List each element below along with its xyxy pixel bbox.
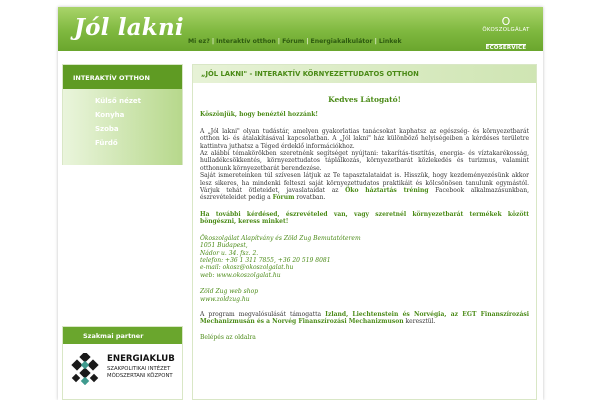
nav-link-energiakalkulator[interactable]: Energiakalkulátor — [310, 38, 373, 45]
menu-item-szoba[interactable]: Szoba — [95, 125, 119, 133]
partner-box — [62, 326, 183, 400]
nav-link-linkek[interactable]: Linkek — [378, 38, 402, 45]
questions-text: Ha további kérdésed, észrevételed van, vagy szeretnél környezetbarát termékek között böngészni, keress minket! — [200, 210, 529, 226]
contact-phone: telefon: +36 1 311 7855, +36 20 519 8081 — [200, 256, 331, 264]
okoszolgalat-logo-mark: O — [501, 15, 511, 28]
menu-item-kulso-nezet[interactable]: Külső nézet — [95, 97, 141, 105]
login-link[interactable]: Belépés az oldalra — [200, 333, 256, 341]
okoszolgalat-logo-line2: ECOSERVICE — [485, 45, 527, 51]
page-container — [58, 7, 543, 400]
nav-link-interaktiv-otthon[interactable]: Interaktív otthon — [216, 38, 276, 45]
intro-text-3b: Facebook alkalmazásunkban, észrevételeidet pedig a — [200, 187, 529, 202]
contact-street: Nádor u. 34. fsz. 2. — [200, 249, 259, 257]
forum-link[interactable]: Fórum — [272, 194, 295, 202]
support-text-a: A program megvalósulását támogatta — [200, 310, 326, 318]
webshop-link[interactable]: www.zoldzug.hu — [200, 295, 250, 303]
okoszolgalat-logo-line1: ÖKOSZOLGÁLAT — [482, 27, 530, 33]
thanks-text: Köszönjük, hogy benéztél hozzánk! — [200, 111, 319, 119]
webshop-info — [200, 288, 529, 303]
menu-item-konyha[interactable]: Konyha — [95, 111, 125, 119]
interactive-home-menu — [62, 64, 183, 165]
energiaklub-name: ENERGIAKLUB — [107, 354, 175, 364]
menu-item-furdo[interactable]: Fürdő — [95, 139, 118, 147]
site-logo[interactable]: Jól lakni — [74, 14, 184, 41]
greeting: Kedves Látogató! — [328, 95, 401, 104]
support-text-c: keresztül. — [403, 318, 436, 326]
support-text-b: Izland, Liechtenstein és Norvégia, az EGT Finanszírozási Mechanizmusán és a Norvég Finanszírozási Mechanizmuson — [200, 310, 529, 326]
webshop-name: Zöld Zug web shop — [200, 288, 259, 296]
oko-haztartas-trening-link[interactable]: Öko háztartás tréning — [345, 187, 429, 195]
intro-text-3a: Saját ismereteinken túl szívesen látjuk az Te tapasztalataidat is. Hisszük, hogy kezdeményezésünk akkor lesz sikeres, ha mindenki felteszi saját környezettudatos praktikáit és kölcsönösen tanulunk egymástól. Várjuk tehát ötleteidet, javaslataidat az — [200, 172, 529, 195]
nav-link-forum[interactable]: Fórum — [282, 38, 305, 45]
nav-link-mi-ez[interactable]: Mi ez? — [188, 38, 210, 45]
menu-title: INTERAKTÍV OTTHON — [63, 65, 182, 89]
energiaklub-logo[interactable] — [69, 353, 179, 387]
intro-text-3c: rovatban. — [294, 194, 326, 202]
contact-email[interactable]: e-mail: okosz@okoszolgalat.hu — [200, 264, 294, 272]
content-title: „JÓL LAKNI" - INTERAKTÍV KÖRNYEZETTUDATOS OTTHON — [193, 65, 536, 83]
intro-text-3 — [200, 172, 529, 202]
contact-info — [200, 235, 529, 279]
contact-org: Ökoszolgálat Alapítvány és Zöld Zug Bemutatóterem — [200, 234, 361, 242]
partner-title: Szakmai partner — [63, 327, 182, 344]
intro-paragraph — [200, 128, 529, 202]
support-text — [200, 311, 529, 326]
energiaklub-logo-mark — [69, 353, 101, 385]
header — [58, 7, 543, 51]
menu-list — [63, 89, 182, 165]
energiaklub-subtitle-1: SZAKPOLITIKAI INTÉZET — [107, 366, 171, 372]
top-navigation: Mi ez? | Interaktív otthon | Fórum | Energiakalkulátor | Linkek — [188, 38, 402, 45]
intro-text-2: Az alábbi témakörökben szeretnénk segítséget nyújtani: takarítás-tisztítás, energia- és víztakarékosság, hulladékcsökkentés, környezettudatos táplálkozás, környezetbarát közlekedés és turizmus, valamint otthonunk környezetbarát berendezése. — [200, 150, 529, 172]
okoszolgalat-logo[interactable] — [478, 17, 534, 53]
contact-city: 1051 Budapest, — [200, 242, 248, 250]
energiaklub-subtitle-2: MÓDSZERTANI KÖZPONT — [107, 373, 173, 379]
main-content — [192, 64, 537, 400]
intro-text-1: A „Jól lakni" olyan tudástár, amelyen gyakorlatias tanácsokat kaphatsz az egészség- és környezetbarát otthon ki- és átalakításával kapcsolatban. A „Jól lakni" ház különböző helyiségeiben a kérdéses területre kattintva juthatsz a Téged érdeklő információkhoz. — [200, 127, 529, 150]
content-body — [193, 96, 536, 341]
contact-web[interactable]: web: www.okoszolgalat.hu — [200, 271, 281, 279]
